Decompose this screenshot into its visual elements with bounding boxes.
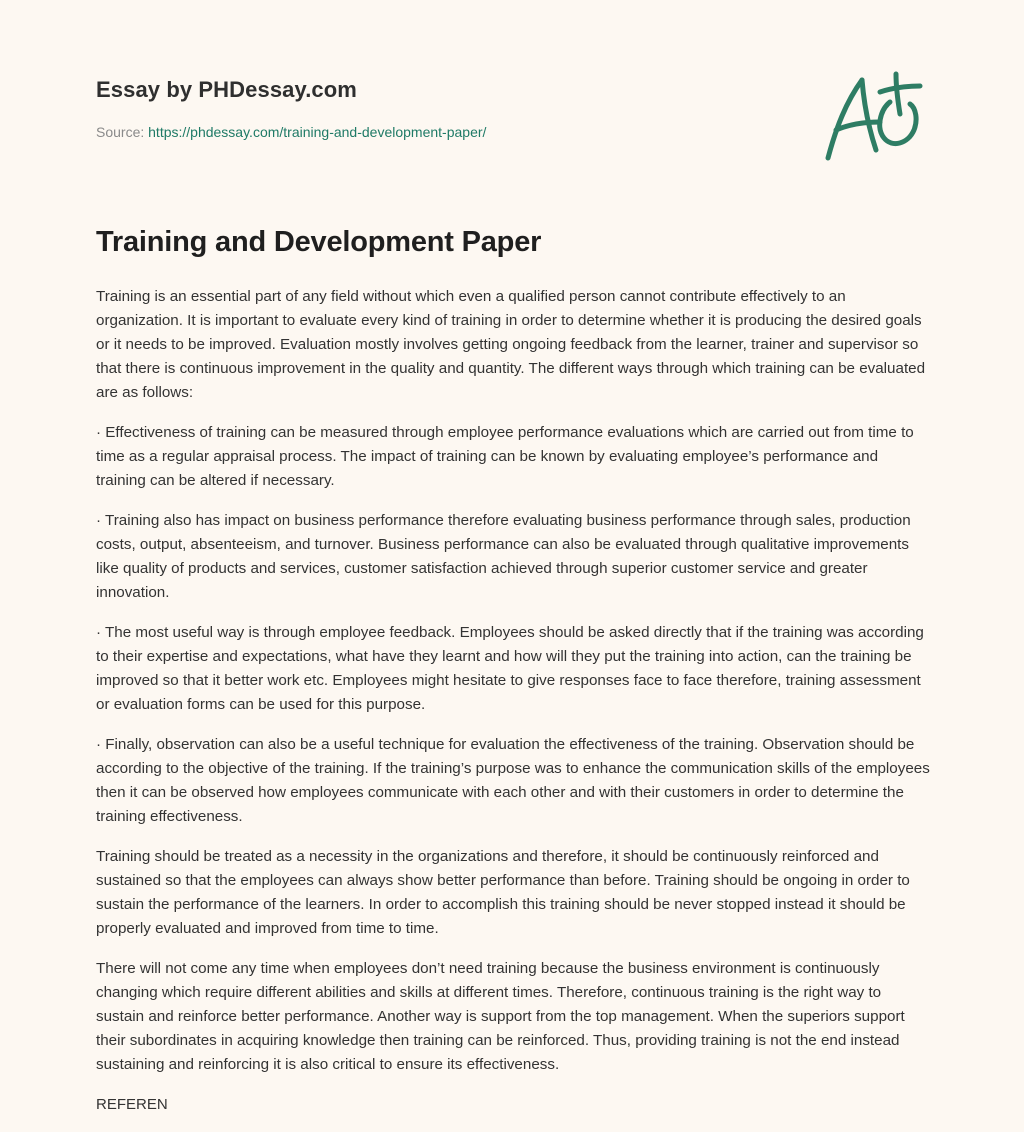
paragraph: Training is an essential part of any field without which even a qualified person cannot contribute effectively to an organization. It is important to evaluate every kind of training in order to determine whether it is producing the desired goals or it needs to be improved. Evaluation mostly involves getting ongoing feedback from the learner, trainer and supervisor so that there is continuous improvement in the quality and quantity. The different ways through which training can be evaluated are as follows: [96,288,926,401]
source-line [96,124,486,140]
essay-body [96,285,930,1117]
paragraph: · Finally, observation can also be a useful technique for evaluation the effectiveness of the training. Observation should be according to the objective of the training. If the training’s purpose was to enhance the communication skills of the employees then it can be observed how employees communicate with each other and with their customers in order to determine the training effectiveness. [96,736,930,825]
paragraph: · Training also has impact on business performance therefore evaluating business performance through sales, production costs, output, absenteeism, and turnover. Business performance can also be evaluated through qualitative improvements like quality of products and services, customer satisfaction achieved through superior customer service and greater innovation. [96,512,911,601]
source-link[interactable]: https://phdessay.com/training-and-development-paper/ [148,124,487,140]
a-plus-logo-icon [818,66,930,166]
site-brand: Essay by PHDessay.com [96,77,357,102]
a-plus-logo-svg [818,66,930,166]
paragraph: · The most useful way is through employee feedback. Employees should be asked directly that if the training was according to their expertise and expectations, what have they learnt and how will they put the training into action, can the training be improved so that it better work etc. Employees might hesitate to give responses face to face therefore, training assessment or evaluation forms can be used for this purpose. [96,624,924,713]
paragraph: Training should be treated as a necessity in the organizations and therefore, it should be continuously reinforced and sustained so that the employees can always show better performance than before. Training should be ongoing in order to sustain the performance of the learners. In order to accomplish this training should be never stopped instead it should be properly evaluated and improved from time to time. [96,848,910,937]
paragraph: · Effectiveness of training can be measured through employee performance evaluations which are carried out from time to time as a regular appraisal process. The impact of training can be known by evaluating employee’s performance and training can be altered if necessary. [96,424,914,489]
source-label: Source: [96,124,145,140]
paragraph: There will not come any time when employees don’t need training because the business environment is continuously changing which require different abilities and skills at different times. Therefore, continuous training is the right way to sustain and reinforce better performance. Another way is support from the top management. When the superiors support their subordinates in acquiring knowledge then training can be reinforced. Thus, providing training is not the end instead sustaining and reinforcing it is also critical to ensure its effectiveness. [96,960,905,1073]
essay-title: Training and Development Paper [96,226,542,258]
references-heading: REFEREN [96,1096,168,1113]
